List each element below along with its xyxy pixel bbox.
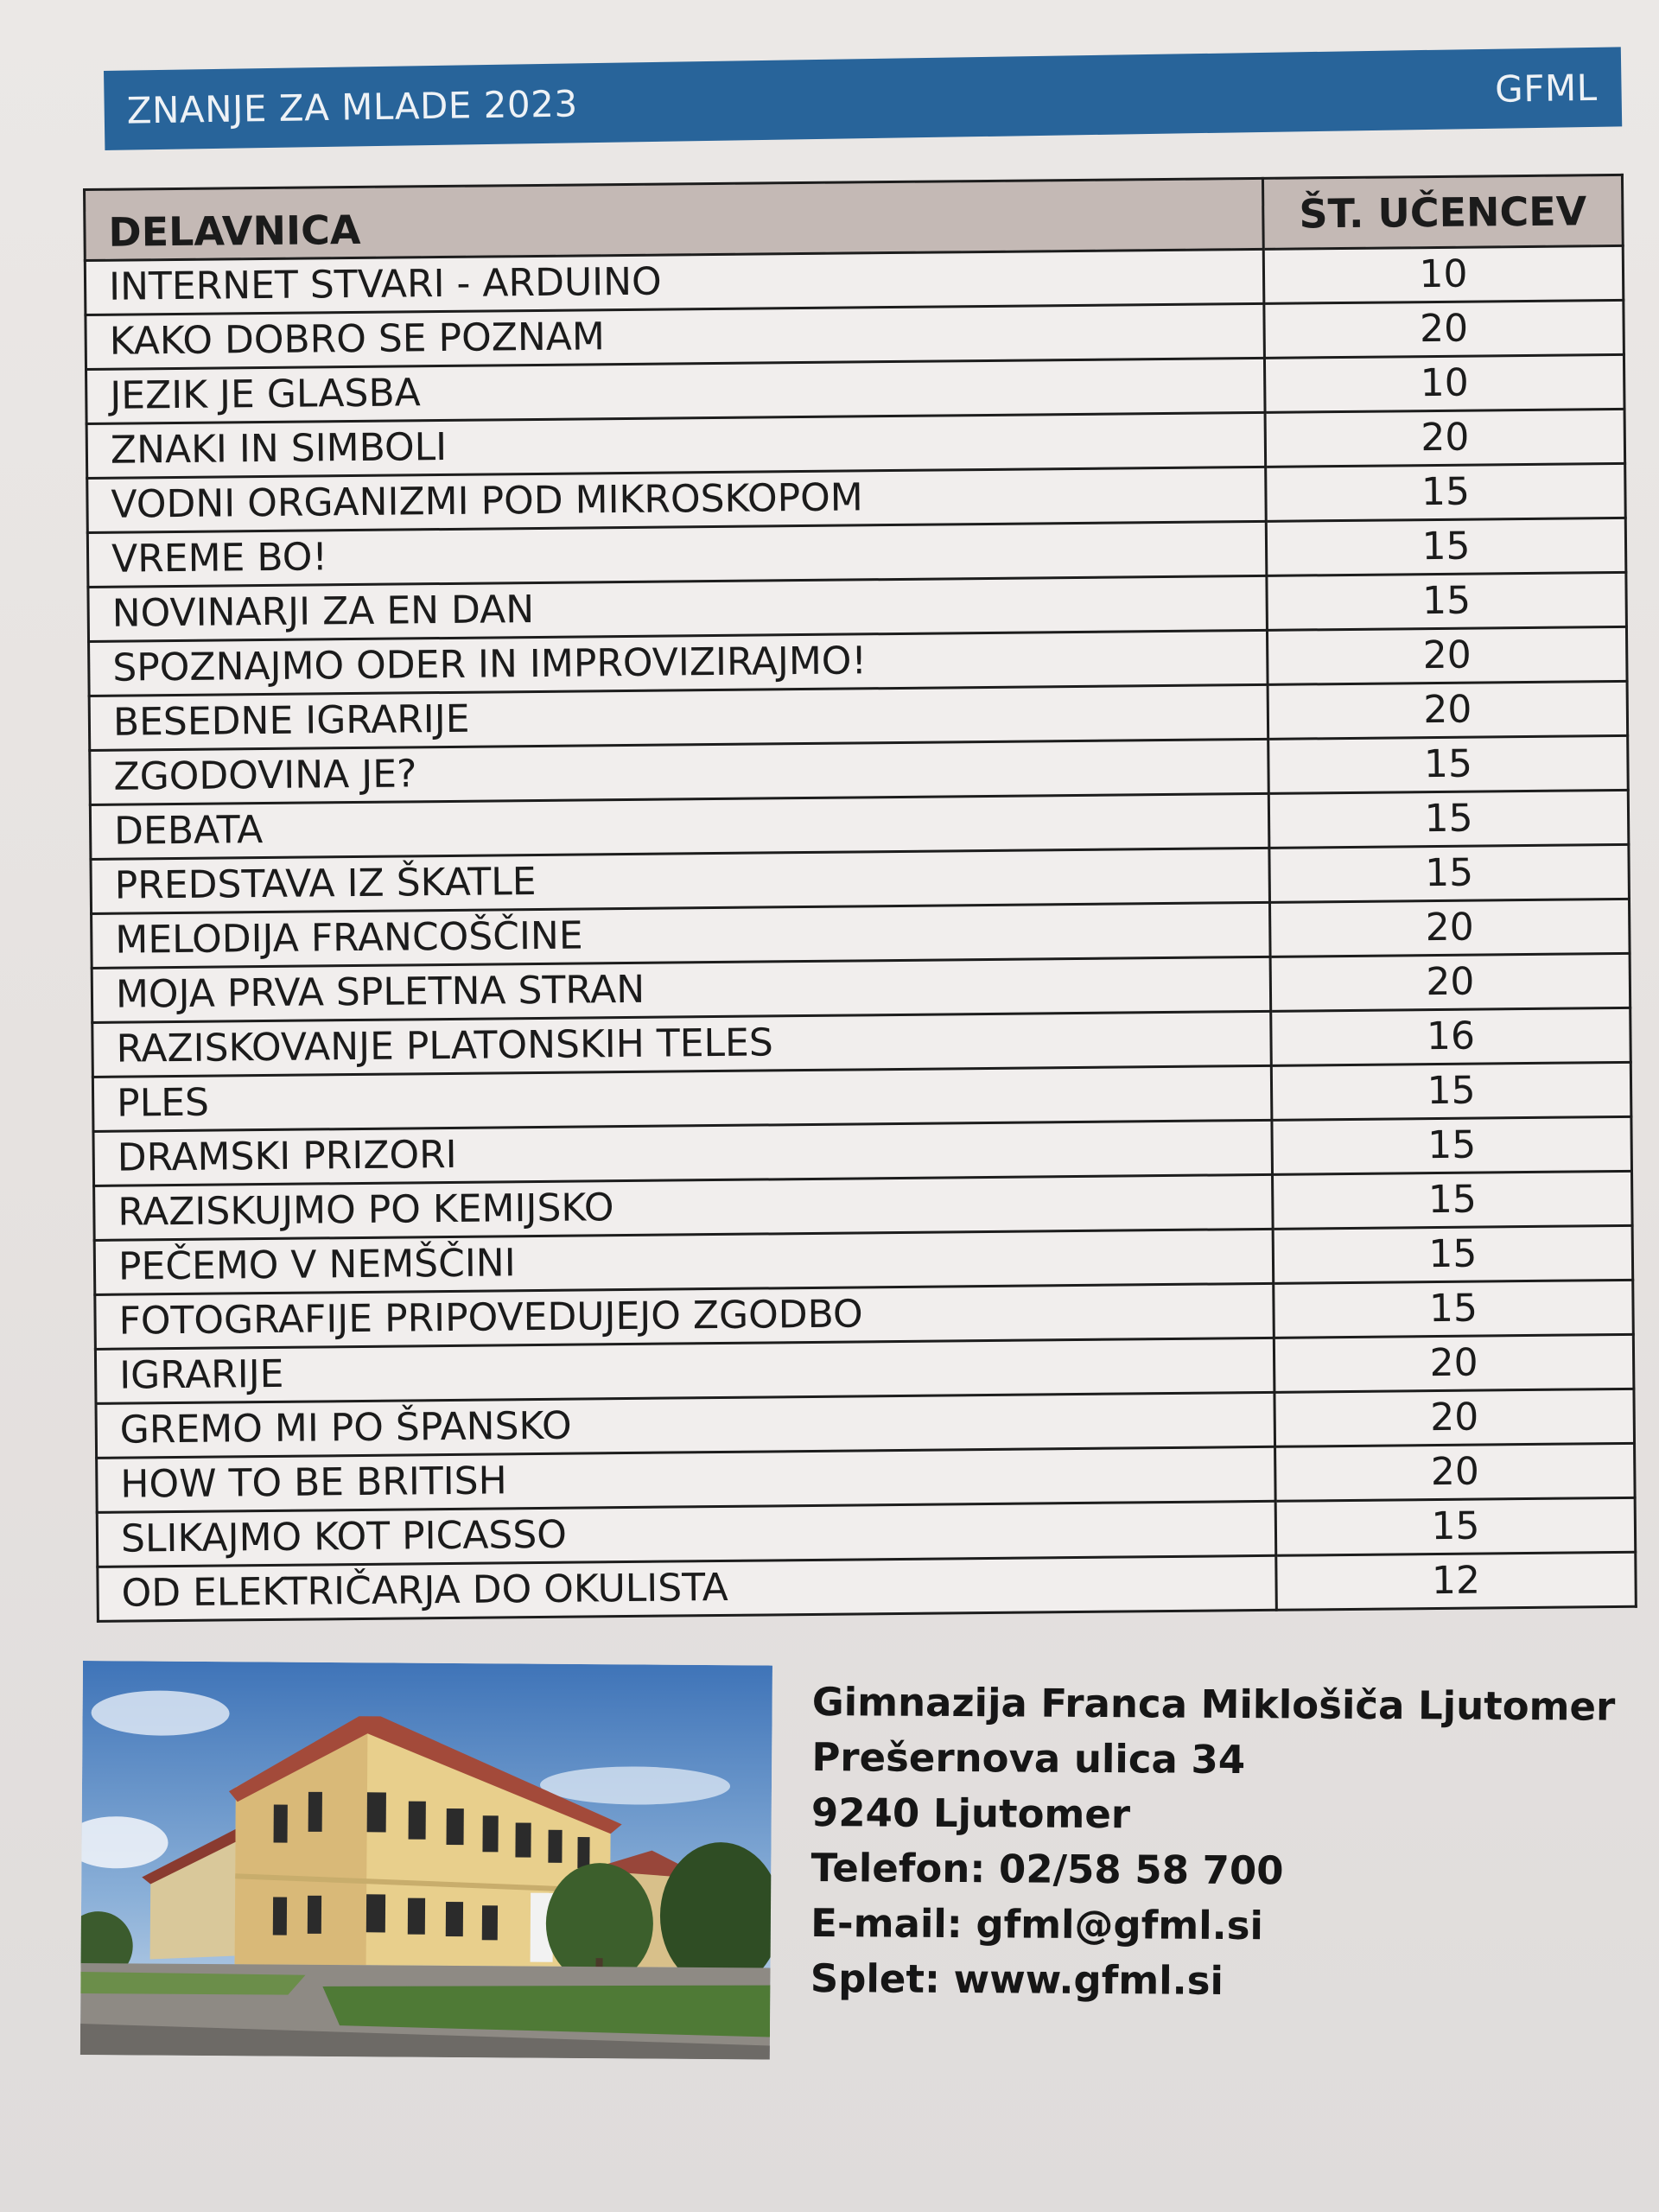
student-count: 12 xyxy=(1276,1552,1637,1610)
student-count: 15 xyxy=(1267,572,1627,630)
student-count: 20 xyxy=(1270,953,1630,1011)
workshop-name: MELODIJA FRANCOŠČINE xyxy=(92,902,1271,968)
workshop-name: PEČEMO V NEMŠČINI xyxy=(94,1229,1274,1294)
student-count: 15 xyxy=(1269,844,1630,902)
workshop-name: IGRARIJE xyxy=(95,1338,1274,1403)
street-address: Prešernova ulica 34 xyxy=(811,1733,1246,1783)
school-building-illustration xyxy=(80,1661,772,2060)
table-body xyxy=(85,245,1636,1621)
workshop-name: SPOZNAJMO ODER IN IMPROVIZIRAJMO! xyxy=(89,630,1268,696)
student-count: 15 xyxy=(1268,735,1629,793)
student-count: 20 xyxy=(1274,1389,1635,1446)
student-count: 20 xyxy=(1269,899,1630,957)
student-count: 20 xyxy=(1267,626,1627,684)
workshop-name: VREME BO! xyxy=(87,521,1267,587)
workshop-name: BESEDNE IGRARIJE xyxy=(89,684,1268,750)
workshop-table-wrapper xyxy=(83,174,1635,1623)
student-count: 20 xyxy=(1274,1334,1634,1392)
workshop-table xyxy=(83,174,1637,1623)
website: Splet: www.gfml.si xyxy=(810,1955,1224,2004)
workshop-name: JEZIK JE GLASBA xyxy=(86,358,1266,423)
student-count: 15 xyxy=(1273,1171,1633,1229)
student-count: 20 xyxy=(1268,681,1628,739)
workshop-name: KAKO DOBRO SE POZNAM xyxy=(86,303,1265,369)
header-students: ŠT. UČENCEV xyxy=(1262,175,1623,249)
header-workshop: DELAVNICA xyxy=(85,178,1264,260)
workshop-name: GREMO MI PO ŠPANSKO xyxy=(96,1392,1275,1458)
workshop-name: INTERNET STVARI - ARDUINO xyxy=(85,249,1264,315)
student-count: 16 xyxy=(1271,1007,1631,1065)
workshop-name: DEBATA xyxy=(90,793,1269,859)
student-count: 15 xyxy=(1271,1062,1631,1120)
student-count: 15 xyxy=(1266,518,1626,575)
workshop-name: OD ELEKTRIČARJA DO OKULISTA xyxy=(98,1555,1277,1621)
workshop-name: PREDSTAVA IZ ŠKATLE xyxy=(91,848,1270,913)
header-brand: GFML xyxy=(1494,66,1598,111)
workshop-name: RAZISKUJMO PO KEMIJSKO xyxy=(94,1174,1274,1240)
workshop-name: RAZISKOVANJE PLATONSKIH TELES xyxy=(92,1011,1272,1077)
student-count: 20 xyxy=(1265,409,1625,467)
workshop-name: DRAMSKI PRIZORI xyxy=(93,1120,1273,1185)
student-count: 15 xyxy=(1275,1497,1636,1555)
student-count: 20 xyxy=(1275,1443,1636,1501)
student-count: 15 xyxy=(1273,1225,1633,1283)
student-count: 15 xyxy=(1268,790,1629,848)
city: 9240 Ljutomer xyxy=(810,1789,1131,1838)
workshop-name: VODNI ORGANIZMI POD MIKROSKOPOM xyxy=(87,467,1267,532)
student-count: 20 xyxy=(1264,300,1624,358)
school-name: Gimnazija Franca Miklošiča Ljutomer xyxy=(811,1678,1616,1730)
school-building-photo xyxy=(80,1661,772,2060)
workshop-name: ZGODOVINA JE? xyxy=(90,739,1269,804)
workshop-name: ZNAKI IN SIMBOLI xyxy=(86,412,1266,478)
student-count: 15 xyxy=(1266,463,1626,521)
workshop-name: FOTOGRAFIJE PRIPOVEDUJEJO ZGODBO xyxy=(95,1283,1274,1349)
workshop-name: SLIKAJMO KOT PICASSO xyxy=(97,1501,1276,1567)
student-count: 10 xyxy=(1264,354,1624,412)
header-bar xyxy=(104,47,1622,150)
student-count: 15 xyxy=(1274,1280,1634,1338)
email: E-mail: gfml@gfml.si xyxy=(810,1899,1264,1949)
phone: Telefon: 02/58 58 700 xyxy=(810,1844,1284,1894)
flowerbed xyxy=(80,1972,305,1995)
workshop-name: HOW TO BE BRITISH xyxy=(97,1446,1276,1512)
contact-block xyxy=(810,1675,1616,2012)
workshop-name: NOVINARJI ZA EN DAN xyxy=(88,575,1268,641)
student-count: 15 xyxy=(1272,1116,1632,1174)
workshop-name: PLES xyxy=(92,1065,1272,1131)
workshop-name: MOJA PRVA SPLETNA STRAN xyxy=(92,957,1271,1022)
header-title: ZNANJE ZA MLADE 2023 xyxy=(126,81,578,132)
student-count: 10 xyxy=(1263,245,1624,303)
